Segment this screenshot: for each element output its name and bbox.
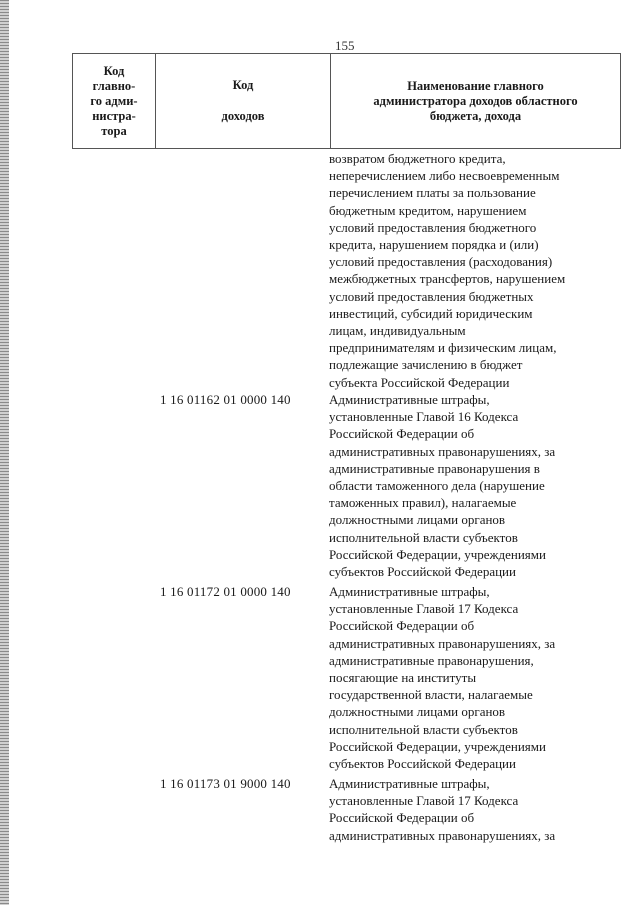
- scan-edge: [0, 0, 9, 905]
- page-number: 155: [335, 38, 355, 53]
- revenue-description: Административные штрафы, установленные Главой 16 Кодекса Российской Федерации об административных правонарушениях, за административные правонарушения в области таможенного дела (нарушение таможенных правил), налагаемые должностными лицами органов исполнительной власти субъектов Российской Федерации, учреждениями субъектов Российской Федерации: [329, 392, 556, 580]
- revenue-description: Административные штрафы, установленные Главой 17 Кодекса Российской Федерации об административных правонарушениях, за: [329, 776, 556, 843]
- revenue-code: 1 16 01173 01 9000 140: [160, 776, 291, 791]
- revenue-description: Административные штрафы, установленные Главой 17 Кодекса Российской Федерации об административных правонарушениях, за административные правонарушения, посягающие на институты государственной власти, налагаемые должностными лицами органов исполнительной власти субъектов Российской Федерации, учреждениями субъектов Российской Федерации: [329, 584, 556, 772]
- header-name: Наименование главного администратора доходов областного бюджета, дохода: [331, 54, 621, 149]
- header-revenue-code: Код доходов: [156, 54, 331, 149]
- header-table: [72, 53, 621, 149]
- continuation-text: возвратом бюджетного кредита, неперечислением либо несвоевременным перечислением платы за пользование бюджетным кредитом, нарушением условий предоставления бюджетного кредита, нарушением порядка и (или) условий предоставления (расходования) межбюджетных трансфертов, нарушением условий предоставления бюджетных инвестиций, субсидий юридическим лицам, индивидуальным предпринимателям и физическим лицам, подлежащие зачислению в бюджет субъекта Российской Федерации: [329, 151, 566, 390]
- header-admin-code: Код главно- го адми- нистра- тора: [73, 54, 156, 149]
- revenue-code: 1 16 01172 01 0000 140: [160, 584, 291, 599]
- revenue-code: 1 16 01162 01 0000 140: [160, 392, 291, 407]
